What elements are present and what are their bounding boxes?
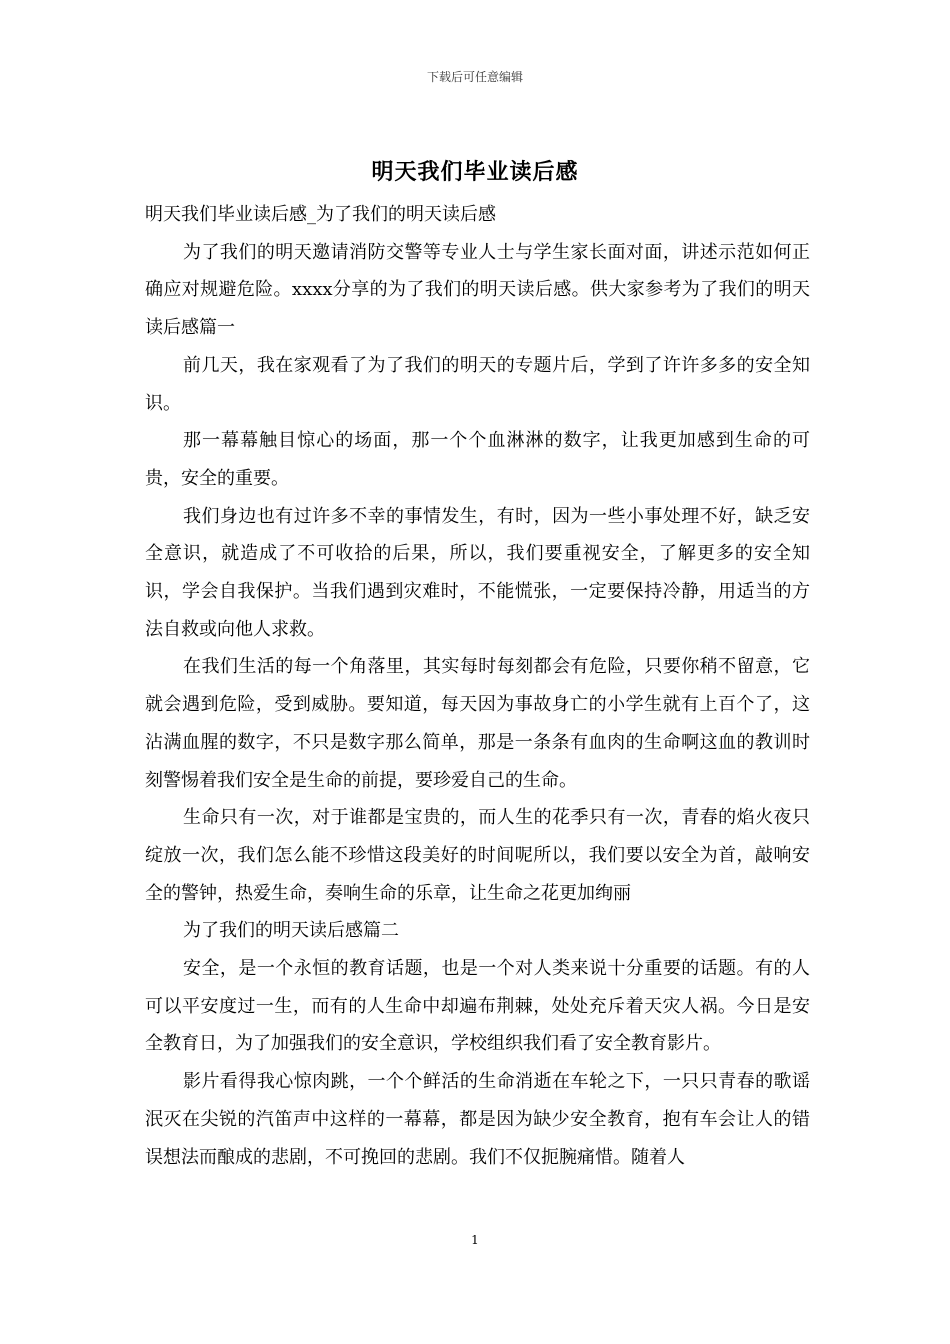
paragraph: 明天我们毕业读后感_为了我们的明天读后感 [145,204,496,225]
document-body [145,196,810,1176]
paragraph: 生命只有一次，对于谁都是宝贵的，而人生的花季只有一次，青春的焰火夜只绽放一次，我们怎么能不珍惜这段美好的时间呢所以，我们要以安全为首，敲响安全的警钟，热爱生命，奏响生命的乐章，让生命之花更加绚丽 [145,807,810,904]
paragraph: 安全，是一个永恒的教育话题，也是一个对人类来说十分重要的话题。有的人可以平安度过一生，而有的人生命中却遍布荆棘，处处充斥着天灾人祸。今日是安全教育日，为了加强我们的安全意识，学校组织我们看了安全教育影片。 [145,958,810,1055]
paragraph: 为了我们的明天邀请消防交警等专业人士与学生家长面对面，讲述示范如何正确应对规避危险。xxxx分享的为了我们的明天读后感。供大家参考为了我们的明天读后感篇一 [145,241,810,339]
page-number: 1 [471,1233,479,1247]
paragraph: 在我们生活的每一个角落里，其实每时每刻都会有危险，只要你稍不留意，它就会遇到危险，受到威胁。要知道，每天因为事故身亡的小学生就有上百个了，这沾满血腥的数字，不只是数字那么简单，那是一条条有血肉的生命啊这血的教训时刻警惕着我们安全是生命的前提，要珍爱自己的生命。 [145,656,810,791]
paragraph: 我们身边也有过许多不幸的事情发生，有时，因为一些小事处理不好，缺乏安全意识，就造成了不可收拾的后果，所以，我们要重视安全，了解更多的安全知识，学会自我保护。当我们遇到灾难时，不能慌张，一定要保持冷静，用适当的方法自救或向他人求救。 [145,505,810,640]
section-heading: 为了我们的明天读后感篇二 [183,920,399,942]
paragraph: 前几天，我在家观看了为了我们的明天的专题片后，学到了许许多多的安全知识。 [145,354,810,414]
page-header: 下载后可任意编辑 [426,70,523,84]
paragraph: 那一幕幕触目惊心的场面，那一个个血淋淋的数字，让我更加感到生命的可贵，安全的重要。 [145,430,810,489]
document-title: 明天我们毕业读后感 [371,159,579,185]
paragraph: 影片看得我心惊肉跳，一个个鲜活的生命消逝在车轮之下，一只只青春的歌谣泯灭在尖锐的汽笛声中这样的一幕幕，都是因为缺少安全教育，抱有车会让人的错误想法而酿成的悲剧，不可挽回的悲剧。我们不仅扼腕痛惜。随着人 [145,1071,810,1168]
